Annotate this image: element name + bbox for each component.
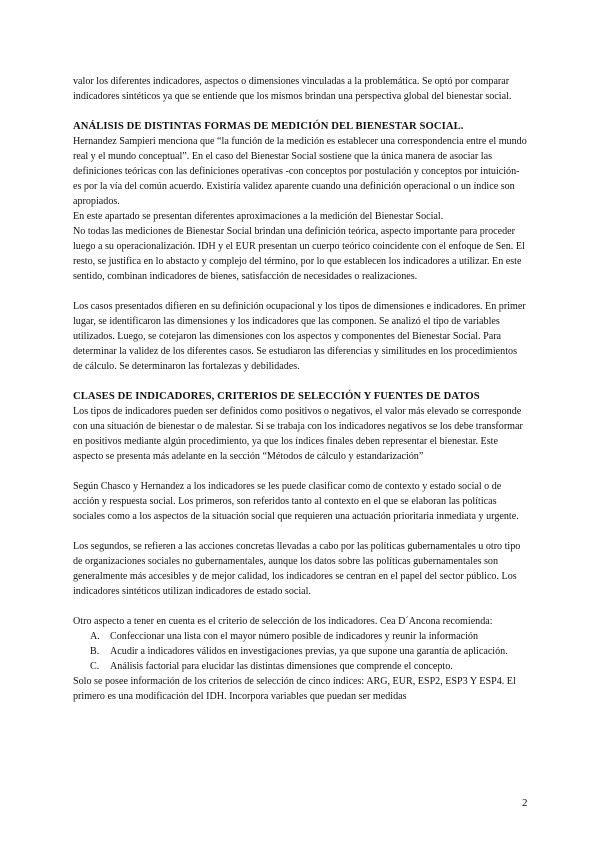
section-heading-medicion: ANÁLISIS DE DISTINTAS FORMAS DE MEDICIÓN DEL BIENESTAR SOCIAL. (73, 121, 464, 132)
list-item-text: Análisis factorial para elucidar las distintas dimensiones que comprende el concepto. (110, 661, 453, 672)
list-item-text: Acudir a indicadores válidos en investigaciones previas, ya que supone una garantía de aplicación. (110, 646, 508, 657)
list-marker: A. (90, 631, 100, 642)
paragraph: Otro aspecto a tener en cuenta es el criterio de selección de los indicadores. Cea D´Ancona recomienda: (73, 616, 493, 627)
page-number: 2 (522, 797, 528, 809)
list-item (73, 644, 527, 659)
list-item-text: Confeccionar una lista con el mayor número posible de indicadores y reunir la información (110, 631, 479, 642)
list-marker: B. (90, 646, 100, 657)
intro-paragraph: valor los diferentes indicadores, aspectos o dimensiones vinculadas a la problemática. Se optó por comparar indicadores sintéticos ya que se entiende que los mismos brindan una perspectiva global del bienestar social. (73, 76, 512, 102)
paragraph: Hernandez Sampieri menciona que “la función de la medición es establecer una correspondencia entre el mundo real y el mundo conceptual”. En el caso del Bienestar Social sostiene que la única manera de asociar las definiciones teóricas con las definiciones operativas -con conceptos por postulación y conceptos por intuición- es por la vía del común acuerdo. Existiría validez aparente cuando una definición operacional o un índice son apropiados. (73, 136, 527, 207)
recommendation-list (73, 629, 527, 674)
list-item (73, 629, 527, 644)
spacer (73, 524, 527, 539)
spacer (73, 464, 527, 479)
list-item (73, 659, 527, 674)
paragraph: Solo se posee información de los criterios de selección de cinco índices: ARG, EUR, ESP2, ESP3 Y ESP4. El primero es una modificación del IDH. Incorpora variables que puedan ser medidas (73, 676, 516, 702)
spacer (73, 284, 527, 299)
paragraph: Los casos presentados difieren en su definición ocupacional y los tipos de dimensiones e indicadores. En primer lugar, se identificaron las dimensiones y los indicadores que las componen. Se analizó el tipo de variables utilizados. Luego, se cotejaron las dimensiones con los aspectos y componentes del Bienestar Social. Para determinar la validez de los diferentes casos. Se estudiaron las diferencias y similitudes en los procedimientos de cálculo. Se determinaron las fortalezas y debilidades. (73, 301, 526, 372)
page-body (73, 74, 527, 704)
spacer (73, 599, 527, 614)
section-heading-clases: CLASES DE INDICADORES, CRITERIOS DE SELECCIÓN Y FUENTES DE DATOS (73, 391, 480, 402)
paragraph: Según Chasco y Hernandez a los indicadores se les puede clasificar como de contexto y estado social o de acción y respuesta social. Los primeros, son referidos tanto al contexto en el que se elaboran las políticas sociales como a los aspectos de la situación social que requieren una actuación prioritaria inmediata y urgente. (73, 481, 519, 522)
paragraph: No todas las mediciones de Bienestar Social brindan una definición teórica, aspecto importante para proceder luego a su operacionalización. IDH y el EUR presentan un cuerpo teórico coincidente con el enfoque de Sen. El resto, se justifica en lo abstacto y complejo del término, por lo que establecen los indicadores a utilizar. En este sentido, combinan indicadores de bienes, satisfacción de necesidades o realizaciones. (73, 226, 525, 282)
paragraph: En este apartado se presentan diferentes aproximaciones a la medición del Bienestar Social. (73, 211, 444, 222)
paragraph: Los tipos de indicadores pueden ser definidos como positivos o negativos, el valor más elevado se corresponde con una situación de bienestar o de malestar. Si se trabaja con los indicadores negativos se los debe transformar en positivos mediante algún procedimiento, ya que los índices finales deben representar el bienestar. Este aspecto se presenta más adelante en la sección “Métodos de cálculo y estandarización” (73, 406, 523, 462)
paragraph: Los segundos, se refieren a las acciones concretas llevadas a cabo por las políticas gubernamentales u otro tipo de organizaciones sociales no gubernamentales, aunque los datos sobre las políticas gubernamentales son generalmente más accesibles y de mejor calidad, los indicadores se centran en el papel del sector público. Los indicadores sintéticos utilizan indicadores de estado social. (73, 541, 521, 597)
list-marker: C. (90, 661, 100, 672)
